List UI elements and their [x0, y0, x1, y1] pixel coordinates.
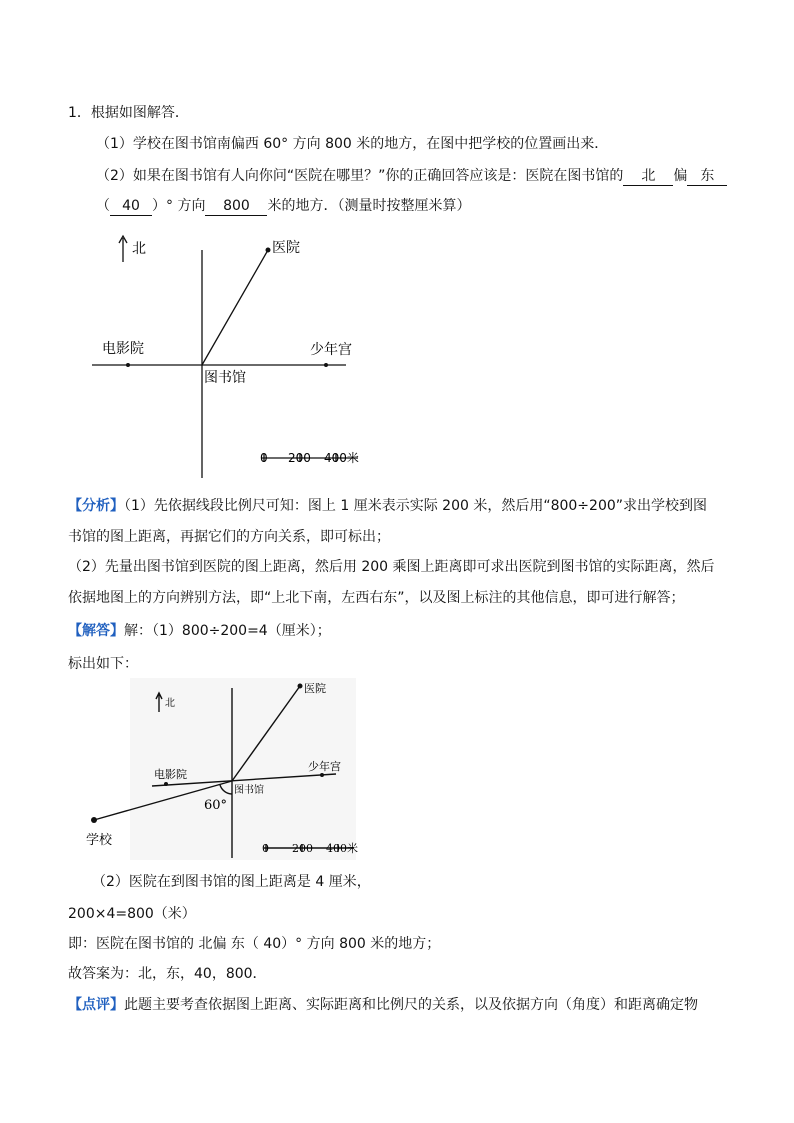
youth-palace-label: 少年宫: [310, 342, 352, 358]
question-part1: （1）学校在图书馆南偏西 60° 方向 800 米的地方，在图中把学校的位置画出来．: [96, 136, 609, 152]
hospital-label-answer: 医院: [304, 682, 326, 695]
answer-blank-angle: 40: [110, 197, 152, 216]
analysis-line3: （2）先量出图书馆到医院的图上距离，然后用 200 乘图上距离即可求出医院到图书馆的实际距离，然后: [68, 559, 715, 575]
cinema-point-answer: [164, 782, 168, 786]
scale-label-400: 400米: [324, 451, 359, 465]
north-label: 北: [132, 241, 146, 257]
answer-blank-direction1: 北: [623, 167, 673, 186]
answer-line3: （2）医院在到图书馆的图上距离是 4 厘米，: [92, 874, 371, 890]
cinema-point: [126, 363, 130, 367]
analysis-text1: （1）先依据线段比例尺可知：图上 1 厘米表示实际 200 米，然后用“800÷200”求出学校到图: [124, 498, 708, 514]
answer-line6: 故答案为：北，东，40，800．: [68, 966, 267, 982]
answer-tag: 【解答】: [68, 623, 124, 639]
comment-tag: 【点评】: [68, 997, 124, 1013]
scale-label-400-answer: 400米: [326, 842, 358, 855]
youth-palace-point-answer: [320, 773, 324, 777]
cinema-label: 电影院: [102, 341, 144, 357]
hospital-label: 医院: [272, 240, 300, 256]
hospital-point-answer: [298, 684, 303, 689]
question-title: 根据如图解答．: [90, 105, 189, 121]
question-title-line: [68, 103, 189, 123]
analysis-line4: 依据地图上的方向辨别方法，即“上北下南，左西右东”，以及图上标注的其他信息，即可进行解答；: [68, 590, 685, 606]
scale-label-200: 200: [288, 451, 311, 465]
part2-text-c: ）° 方向: [152, 198, 206, 214]
question-number: 1．: [68, 105, 91, 121]
answer-line4: 200×4=800（米）: [68, 906, 196, 922]
hospital-point: [266, 248, 271, 253]
scale-label-0-answer: 0: [262, 842, 269, 855]
comment-line1: [68, 995, 698, 1015]
figure-map-answer: [86, 678, 358, 860]
school-label: 学校: [86, 833, 113, 848]
answer-blank-direction2: 东: [687, 167, 727, 186]
library-to-hospital-line: [202, 250, 268, 365]
answer-line2: 标出如下：: [68, 656, 138, 672]
analysis-line1: [68, 496, 707, 516]
comment-text1: 此题主要考查依据图上距离、实际距离和比例尺的关系，以及依据方向（角度）和距离确定物: [124, 997, 698, 1013]
school-point: [91, 817, 97, 823]
question-part2-line2: [96, 196, 470, 216]
answer-line1: [68, 621, 331, 641]
angle-label: 60°: [204, 798, 228, 813]
answer-blank-distance: 800: [205, 197, 267, 216]
library-label-answer: 图书馆: [234, 785, 264, 796]
north-label-answer: 北: [165, 698, 175, 709]
question-part2-line1: [96, 166, 727, 186]
part2-paren-open: （: [96, 198, 110, 214]
youth-palace-label-answer: 少年宫: [308, 760, 341, 773]
analysis-line2: 书馆的图上距离，再据它们的方向关系，即可标出；: [68, 529, 390, 545]
youth-palace-point: [324, 363, 328, 367]
answer-text1: 解：（1）800÷200=4（厘米）；: [124, 623, 331, 639]
answer-line5: 即：医院在图书馆的 北偏 东（ 40）° 方向 800 米的地方；: [68, 936, 441, 952]
analysis-tag: 【分析】: [68, 498, 124, 514]
figure-map-question: [88, 228, 368, 483]
part2-text-a: （2）如果在图书馆有人向你问“医院在哪里？”你的正确回答应该是：医院在图书馆的: [96, 168, 624, 184]
library-label: 图书馆: [204, 370, 246, 386]
scale-label-200-answer: 200: [292, 842, 313, 855]
part2-text-b: 偏: [673, 168, 688, 184]
cinema-label-answer: 电影院: [154, 768, 187, 781]
part2-text-d: 米的地方．（测量时按整厘米算）: [267, 198, 471, 214]
scale-label-0: 0: [260, 451, 268, 465]
